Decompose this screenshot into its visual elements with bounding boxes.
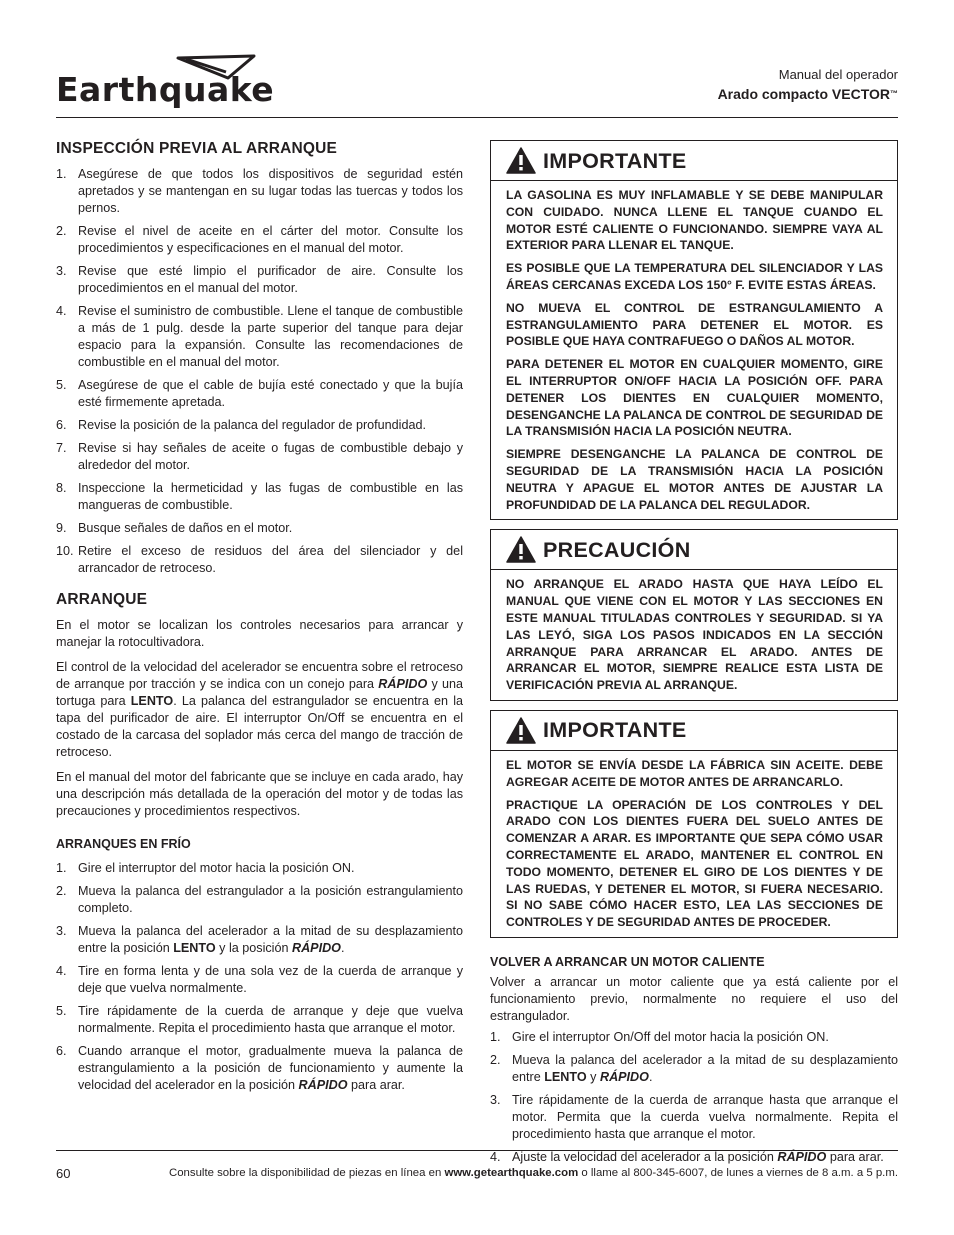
list-item [56,543,463,577]
list-item [56,1043,463,1094]
item-number: 4. [56,304,67,318]
warning-paragraph: NO ARRANQUE EL ARADO HASTA QUE HAYA LEÍDO EL MANUAL QUE VIENE CON EL MOTOR Y LAS SECCIONES EN ESTE MANUAL TITULADAS CONTROLES Y SEGURIDAD. SI YA LAS LEYÓ, SIGA LOS PASOS INDICADOS EN LA SECCIÓN ARRANQUE PARA ARRANCAR EL ARADO. ANTES DE ARRANCAR EL MOTOR, SIEMPRE REALICE ESTA LISTA DE VERIFICACIÓN PREVIA AL ARRANQUE. [506,577,883,693]
warning-title: IMPORTANTE [543,718,687,743]
warning-header [491,141,897,181]
start-paragraph-2 [56,659,463,761]
page-number: 60 [56,1166,71,1181]
header-right [718,66,898,104]
warning-title: PRECAUCIÓN [543,537,691,562]
keyword-lento: LENTO [544,1069,587,1084]
keyword-rapido: RÁPIDO [378,677,428,691]
item-number: 3. [56,264,67,278]
item-number: 7. [56,441,67,455]
item-text: Revise la posición de la palanca del regulador de profundidad. [78,418,426,432]
list-item [56,1003,463,1037]
text-run: . [340,941,345,955]
warning-body [491,181,897,519]
text-run: . La palanca del estrangulador se encuentra en la tapa del purificador de aire. El interruptor On/Off se encuentra en el costado de la carcasa del soplador más cerca del mango de tracción de retroceso. [56,694,463,759]
item-text: Mueva la palanca del acelerador a la mitad de su desplazamiento entre la posición [78,924,463,955]
item-number: 1. [56,167,67,181]
item-number: 9. [56,521,67,535]
item-text: Revise si hay señales de aceite o fugas de combustible debajo y alrededor del motor. [78,441,463,472]
warning-triangle-icon [506,717,536,744]
item-text: Tire rápidamente de la cuerda de arranque hasta que arranque el motor. Permita que la cuerda vuelva normalmente. Repita el procedimiento hasta que arranque el motor. [512,1092,898,1141]
warning-paragraph: ES POSIBLE QUE LA TEMPERATURA DEL SILENCIADOR Y LAS ÁREAS CERCANAS EXCEDA LOS 150° F. EVITE ESTAS ÁREAS. [506,261,883,292]
keyword-rapido: RÁPIDO [298,1078,348,1092]
logo-text: Earthquake [56,70,275,109]
warning-triangle-icon [506,536,536,563]
warning-title: IMPORTANTE [543,148,687,173]
start-paragraph-3: En el manual del motor del fabricante que se incluye en cada arado, hay una descripción más detallada de la operación del motor y de todas las precauciones y procedimientos respectivos. [56,770,463,818]
item-number: 10. [56,544,74,558]
text-run: y la posición [215,941,292,955]
item-text: Revise el suministro de combustible. Llene el tanque de combustible a más de 1 pulg. desde la parte superior del tanque para dejar espacio para la expansión. Consulte las recomendaciones de combustible en el manual del motor. [78,304,463,369]
list-item [490,1029,898,1046]
warning-triangle-icon [506,147,536,174]
earthquake-logo [56,52,286,112]
item-number: 2. [490,1052,501,1067]
item-number: 4. [490,1149,501,1164]
text-run: o llame al 800-345-6007, de lunes a viernes de 8 a.m. a 5 p.m. [578,1167,898,1179]
list-item [490,1149,898,1166]
cold-start-list [56,860,463,1094]
list-item [56,166,463,217]
warning-paragraph: PARA DETENER EL MOTOR EN CUALQUIER MOMENTO, GIRE EL INTERRUPTOR ON/OFF HACIA LA POSICIÓN OFF. PARA DETENER LOS DIENTES EN CUALQUIER MOMENTO, DESENGANCHE LA PALANCA DE CONTROL DE SEGURIDAD DE LA TRANSMISIÓN HACIA LA POSICIÓN NEUTRA. [506,357,883,439]
warning-header [491,530,897,570]
keyword-rapido: RÁPIDO [777,1149,827,1164]
footer-text [169,1167,898,1179]
cold-start-heading: ARRANQUES EN FRÍO [56,837,191,851]
list-item [56,480,463,514]
item-number: 8. [56,481,67,495]
list-item [56,377,463,411]
text-run: Consulte sobre la disponibilidad de piezas en línea en [168,1167,445,1179]
start-paragraph-1: En el motor se localizan los controles necesarios para arrancar y manejar la rotocultivadora. [56,618,463,649]
item-text: Retire el exceso de residuos del área del silenciador y del arrancador de retroceso. [78,544,463,575]
inspection-list [56,166,463,577]
caution-box [490,529,898,701]
keyword-lento: LENTO [173,941,216,955]
item-text: Asegúrese de que el cable de bujía esté conectado y que la bujía esté firmemente apretada. [78,378,463,409]
item-text: Tire rápidamente de la cuerda de arranque y deje que vuelva normalmente. Repita el procedimiento hasta que arranque el motor. [78,1004,463,1035]
product-title [718,84,898,104]
list-item [56,263,463,297]
text-run: para arar. [347,1078,405,1092]
item-text: Gire el interruptor On/Off del motor hacia la posición ON. [512,1029,829,1044]
warm-restart-list [490,1029,898,1166]
item-text: Asegúrese de que todos los dispositivos de seguridad estén apretados y se mantengan en su lugar todas las tuercas y todos los pernos. [78,167,463,215]
warning-paragraph: NO MUEVA EL CONTROL DE ESTRANGULAMIENTO A ESTRANGULAMIENTO PARA DETENER EL MOTOR. ES POSIBLE QUE HAYA CONTRAFUEGO O DAÑOS AL MOTOR. [506,300,883,349]
keyword-rapido: RÁPIDO [599,1069,649,1084]
item-number: 1. [56,861,67,875]
inspection-heading: INSPECCIÓN PREVIA AL ARRANQUE [56,140,338,157]
item-number: 3. [490,1092,501,1107]
list-item [490,1092,898,1143]
item-number: 1. [490,1029,501,1044]
warning-body [491,751,897,937]
website-link[interactable]: www.getearthquake.com [444,1167,579,1179]
list-item [56,860,463,877]
warning-header [491,711,897,751]
item-text: Inspeccione la hermeticidad y las fugas de combustible en las mangueras de combustible. [78,481,463,512]
item-text: Busque señales de daños en el motor. [78,521,293,535]
keyword-lento: LENTO [130,694,174,708]
important-box-1 [490,140,898,520]
item-text: Mueva la palanca del estrangulador a la posición estrangulamiento completo. [78,884,463,915]
keyword-rapido: RÁPIDO [291,941,341,955]
item-text: Ajuste la velocidad del acelerador a la posición [512,1149,778,1164]
item-number: 5. [56,1004,67,1018]
start-heading: ARRANQUE [56,591,148,608]
list-item [56,223,463,257]
item-text: Gire el interruptor del motor hacia la posición ON. [78,861,355,875]
list-item [56,963,463,997]
item-number: 3. [56,924,67,938]
item-number: 5. [56,378,67,392]
left-column [56,140,463,1100]
item-number: 2. [56,884,67,898]
text-run: y [586,1069,600,1084]
warm-restart-heading: VOLVER A ARRANCAR UN MOTOR CALIENTE [490,954,765,969]
list-item [56,883,463,917]
list-item [56,417,463,434]
important-box-2 [490,710,898,938]
list-item [56,923,463,957]
item-number: 2. [56,224,67,238]
text-run: . [648,1069,653,1084]
text-run: y una tortuga para [56,677,463,708]
warning-paragraph: EL MOTOR SE ENVÍA DESDE LA FÁBRICA SIN ACEITE. DEBE AGREGAR ACEITE DE MOTOR ANTES DE ARRANCARLO. [506,757,883,789]
warning-paragraph: SIEMPRE DESENGANCHE LA PALANCA DE CONTROL DE SEGURIDAD DE LA TRANSMISIÓN HACIA LA POSICIÓN NEUTRA Y APAGUE EL MOTOR ANTES DE AJUSTAR LA PROFUNDIDAD DE LA PALANCA DEL REGULADOR. [506,447,883,512]
text-run: para arar. [826,1149,884,1164]
warning-paragraph: LA GASOLINA ES MUY INFLAMABLE Y SE DEBE MANIPULAR CON CUIDADO. NUNCA LLENE EL TANQUE CUANDO EL MOTOR ESTÉ CALIENTE O FUNCIONANDO. SIEMPRE VAYA AL EXTERIOR PARA LLENAR EL TANQUE. [506,188,883,253]
right-column [490,140,898,1172]
list-item [490,1052,898,1086]
item-text: Revise el nivel de aceite en el cárter del motor. Consulte los procedimientos y especificaciones en el manual del motor. [78,224,463,255]
item-text: Revise que esté limpio el purificador de aire. Consulte los procedimientos en el manual del motor. [78,264,463,295]
text-run: El control de la velocidad del acelerador se encuentra sobre el retroceso de arranque por tracción y se indica con un conejo para [56,660,463,691]
warning-paragraph: PRACTIQUE LA OPERACIÓN DE LOS CONTROLES Y DEL ARADO CON LOS DIENTES FUERA DEL SUELO ANTES DE COMENZAR A ARAR. ES IMPORTANTE QUE SEPA CÓMO USAR CORRECTAMENTE EL ARADO, MANTENER EL CONTROL EN TODO MOMENTO, DETENER EL GIRO DE LOS DIENTES Y DE LAS RUEDAS, Y DETENER EL MOTOR, SI FUERA NECESARIO. SI NO SABE CÓMO HACER ESTO, LEA LAS SECCIONES DE CONTROLES Y DE SEGURIDAD ANTES DE PROCEDER. [506,797,883,930]
list-item [56,440,463,474]
item-text: Cuando arranque el motor, gradualmente mueva la palanca de estrangulamiento a la posición de funcionamiento y aumente la velocidad del acelerador en la posición [78,1044,463,1092]
manual-title: Manual del operador [778,67,898,82]
item-text: Mueva la palanca del acelerador a la mitad de su desplazamiento entre [512,1052,898,1084]
list-item [56,520,463,537]
item-number: 4. [56,964,67,978]
item-number: 6. [56,418,67,432]
product-name: Arado compacto VECTOR [717,86,890,102]
item-number: 6. [56,1044,67,1058]
trademark-symbol: ™ [890,89,898,98]
page-header [56,52,898,118]
warm-restart-intro: Volver a arrancar un motor caliente que ya está caliente por el funcionamiento previo, normalmente no requiere el uso del estrangulador. [490,974,898,1023]
list-item [56,303,463,371]
item-text: Tire en forma lenta y de una sola vez de la cuerda de arranque y deje que vuelva normalmente. [78,964,463,995]
warning-body [491,570,897,700]
